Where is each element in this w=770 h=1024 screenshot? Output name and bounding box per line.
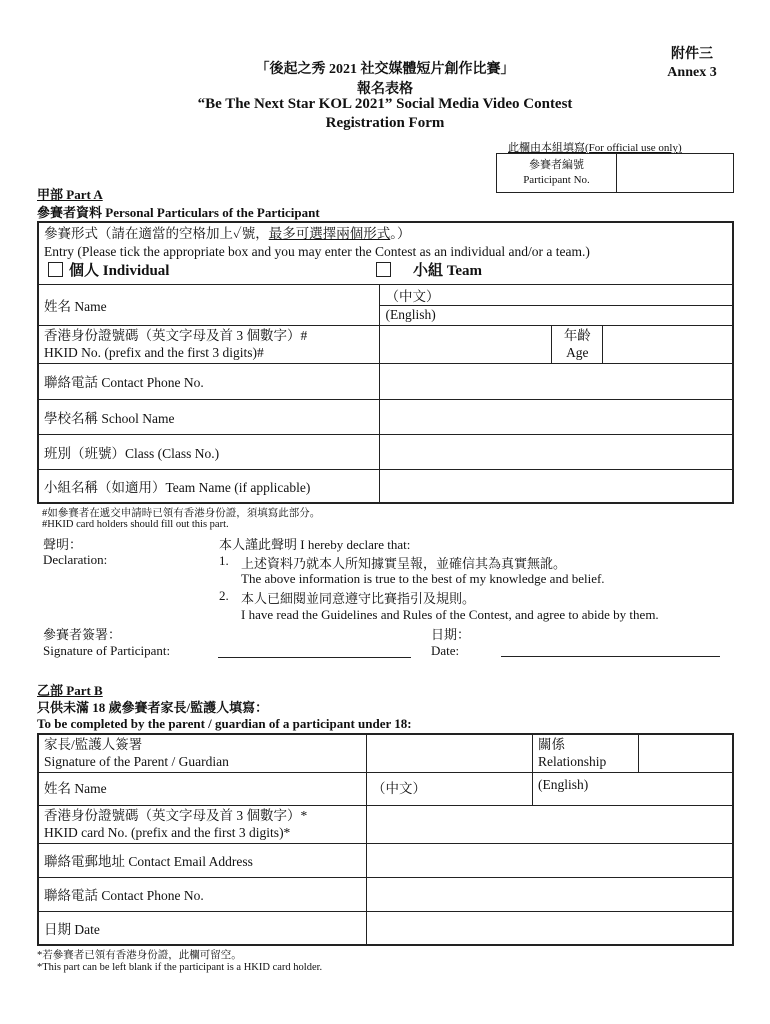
team-name-field[interactable] — [380, 469, 733, 503]
name-chinese-label: （中文） — [385, 288, 440, 304]
relationship-label — [533, 734, 639, 772]
annex-zh: 附件三 — [671, 47, 713, 62]
team-option[interactable] — [376, 262, 482, 280]
declaration-item1-num: 1. — [219, 553, 229, 568]
date-line[interactable] — [501, 656, 720, 657]
title-en-line2: Registration Form — [325, 115, 445, 131]
individual-option[interactable] — [48, 262, 169, 280]
part-a-note-en: #HKID card holders should fill out this part. — [42, 519, 229, 530]
declaration-item2-zh: 本人已細閱並同意遵守比賽指引及規則。 — [241, 591, 476, 606]
declaration-item2-en: I have read the Guidelines and Rules of the Contest, and agree to abide by them. — [241, 607, 659, 622]
part-b-note-zh: *若參賽者已領有香港身份證，此欄可留空。 — [37, 950, 242, 961]
guardian-phone-label: 聯絡電話 Contact Phone No. — [38, 877, 367, 911]
team-name-label: 小組名稱（如適用）Team Name (if applicable) — [38, 469, 380, 503]
age-label-en: Age — [566, 345, 589, 360]
guardian-phone-field[interactable] — [367, 877, 734, 911]
name-label: 姓名 Name — [38, 284, 380, 325]
school-field[interactable] — [380, 399, 733, 434]
participant-no-en: Participant No. — [523, 174, 590, 186]
part-a-heading: 甲部 Part A — [37, 187, 103, 202]
guardian-hkid-label-zh: 香港身份證號碼（英文字母及首 3 個數字）* — [44, 808, 308, 823]
age-label — [552, 325, 603, 363]
guardian-signature-label — [38, 734, 367, 772]
phone-label: 聯絡電話 Contact Phone No. — [38, 363, 380, 399]
signature-line[interactable] — [218, 657, 411, 658]
guardian-signature-label-zh: 家長/監護人簽署 — [44, 737, 143, 753]
entry-instruction-zh — [44, 225, 727, 243]
hkid-label — [38, 325, 380, 363]
declaration-label-zh: 聲明： — [43, 537, 83, 552]
guardian-name-english-label: (English) — [538, 776, 589, 792]
name-english-field[interactable] — [380, 305, 733, 325]
part-b-subheading-zh: 只供未滿 18 歲參賽者家長/監護人填寫： — [37, 700, 269, 715]
guardian-name-chinese-label: （中文） — [372, 780, 426, 796]
guardian-email-field[interactable] — [367, 843, 734, 877]
official-use-note: 此欄由本組填寫(For official use only) — [508, 142, 682, 154]
guardian-name-label: 姓名 Name — [38, 772, 367, 805]
declaration-intro: 本人謹此聲明 I hereby declare that: — [219, 537, 411, 552]
relationship-label-en: Relationship — [538, 754, 607, 770]
guardian-hkid-field[interactable] — [367, 805, 734, 843]
annex-en: Annex 3 — [667, 65, 717, 80]
team-checkbox[interactable] — [376, 262, 391, 277]
team-option-label: 小組 Team — [413, 263, 483, 280]
title-zh-line1: 「後起之秀 2021 社交媒體短片創作比賽」 — [255, 62, 515, 77]
hkid-label-en: HKID No. (prefix and the first 3 digits)# — [44, 345, 264, 360]
relationship-label-zh: 關係 — [538, 737, 565, 753]
class-field[interactable] — [380, 434, 733, 469]
guardian-date-label: 日期 Date — [38, 911, 367, 945]
date-label-en: Date: — [431, 643, 460, 658]
name-chinese-field[interactable] — [380, 284, 733, 305]
declaration-item1-en: The above information is true to the best of my knowledge and belief. — [241, 571, 605, 586]
signature-label-zh: 參賽者簽署： — [43, 627, 122, 642]
entry-type-cell — [38, 222, 733, 284]
entry-instruction-en: Entry (Please tick the appropriate box and you may enter the Contest as an individual and/or a team.) — [44, 244, 590, 260]
participant-no-field[interactable] — [617, 154, 734, 193]
guardian-name-chinese-field[interactable] — [367, 772, 533, 805]
official-use-box — [496, 153, 734, 193]
participant-no-label — [497, 154, 617, 193]
part-b-subheading-en: To be completed by the parent / guardian of a participant under 18: — [37, 716, 412, 731]
part-b-heading: 乙部 Part B — [37, 683, 103, 698]
individual-option-label: 個人 Individual — [69, 263, 170, 280]
guardian-date-field[interactable] — [367, 911, 734, 945]
part-b-note-en: *This part can be left blank if the participant is a HKID card holder. — [37, 962, 323, 973]
guardian-hkid-label-en: HKID card No. (prefix and the first 3 digits)* — [44, 825, 291, 840]
age-label-zh: 年齡 — [563, 328, 591, 343]
entry-zh-underlined: 最多可選擇兩個形式 — [268, 226, 391, 242]
guardian-signature-label-en: Signature of the Parent / Guardian — [44, 754, 229, 770]
age-field[interactable] — [603, 325, 733, 363]
relationship-field[interactable] — [639, 734, 734, 772]
signature-label-en: Signature of Participant: — [43, 643, 171, 658]
title-zh-line2: 報名表格 — [357, 82, 413, 97]
part-a-note-zh: #如參賽者在遞交申請時已領有香港身份證，須填寫此部分。 — [42, 508, 321, 519]
hkid-field[interactable] — [380, 325, 552, 363]
date-label-zh: 日期： — [431, 627, 471, 642]
individual-checkbox[interactable] — [48, 262, 63, 277]
declaration-item1-zh: 上述資料乃就本人所知據實呈報，並確信其為真實無訛。 — [241, 556, 567, 571]
part-a-subheading: 參賽者資料 Personal Particulars of the Participant — [37, 205, 320, 220]
class-label: 班別（班號）Class (Class No.) — [38, 434, 380, 469]
school-label: 學校名稱 School Name — [38, 399, 380, 434]
declaration-item2-num: 2. — [219, 588, 229, 603]
title-en-line1: “Be The Next Star KOL 2021” Social Media Video Contest — [197, 96, 573, 112]
guardian-name-english-field[interactable] — [533, 772, 734, 805]
entry-zh-pre: 參賽形式（請在適當的空格加上✓號， — [44, 226, 269, 242]
part-a-table — [37, 221, 734, 504]
hkid-label-zh: 香港身份證號碼（英文字母及首 3 個數字）# — [44, 328, 308, 343]
guardian-signature-field[interactable] — [367, 734, 533, 772]
phone-field[interactable] — [380, 363, 733, 399]
guardian-email-label: 聯絡電郵地址 Contact Email Address — [38, 843, 367, 877]
entry-zh-post: 。） — [390, 226, 411, 242]
declaration-label-en: Declaration: — [43, 552, 108, 567]
name-english-label: (English) — [385, 307, 436, 322]
part-b-table — [37, 733, 734, 946]
participant-no-zh: 參賽者編號 — [529, 159, 584, 171]
guardian-hkid-label — [38, 805, 367, 843]
